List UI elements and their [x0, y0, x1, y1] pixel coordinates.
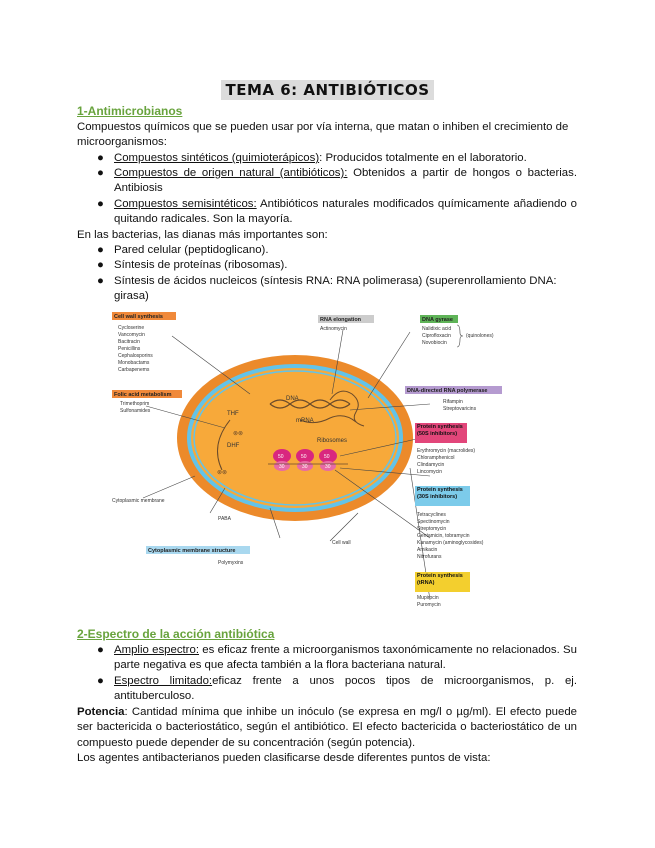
svg-text:Novobiocin: Novobiocin — [422, 340, 447, 346]
rna-elongation-drug: Actinomycin — [320, 326, 347, 332]
protein-trna-label: Protein synthesis (tRNA) — [417, 573, 463, 586]
folate-mark: ⊗⊗ — [217, 470, 228, 476]
section-1-heading: 1-Antimicrobianos — [77, 104, 183, 118]
dhf-label: DHF — [227, 443, 240, 449]
item-text: Antibióticos naturales modificados químicamente añadiendo o quitando radicales. Son la mayoría. — [114, 198, 577, 226]
rna-polymerase-label: DNA-directed RNA polymerase — [407, 388, 488, 394]
potency-term: Potencia — [77, 706, 125, 718]
item-text: Síntesis de ácidos nucleicos (síntesis RNA: RNA polimerasa) (superenrollamiento DNA: girasa) — [114, 275, 557, 303]
list-item — [97, 258, 577, 273]
item-term: Compuestos de origen natural (antibióticos): — [114, 167, 348, 179]
ribosomes-label: Ribosomes — [317, 438, 348, 444]
item-term: Espectro limitado: — [114, 675, 213, 687]
list-item — [97, 151, 577, 166]
protein-30s-drug-list — [417, 512, 484, 560]
svg-text:Nitrofurans: Nitrofurans — [417, 554, 442, 560]
rna-polymerase-drug-list — [443, 399, 477, 412]
r30-label: 30 — [302, 464, 308, 470]
protein-30s-label: Protein synthesis (30S inhibitors) — [417, 487, 463, 500]
svg-text:Sulfonamides: Sulfonamides — [120, 408, 151, 414]
list-item — [97, 243, 577, 258]
cytoplasm-shape — [189, 366, 401, 510]
protein-30s-label-wrap — [416, 486, 471, 506]
svg-text:Nalidixic acid: Nalidixic acid — [422, 326, 452, 332]
list-item — [97, 674, 577, 705]
svg-text:Chloramphenicol: Chloramphenicol — [417, 455, 455, 461]
svg-text:Spectinomycin: Spectinomycin — [417, 519, 450, 525]
bullet-icon: ● — [97, 198, 104, 210]
closing-text: Los agentes antibacterianos pueden clasificarse desde diferentes puntos de vista: — [77, 752, 491, 764]
svg-text:Ciprofloxacin: Ciprofloxacin — [422, 333, 451, 339]
rna-elongation-label: RNA elongation — [320, 317, 362, 323]
list-item — [97, 166, 577, 197]
r50-label: 50 — [324, 454, 330, 460]
svg-text:Trimethoprim: Trimethoprim — [120, 401, 150, 407]
list-item — [97, 197, 577, 228]
svg-text:Amikacin: Amikacin — [417, 547, 438, 553]
membrane-drug: Polymyxins — [218, 560, 244, 566]
section-1-intro: Compuestos químicos que se pueden usar por vía interna, que matan o inhiben el crecimiento de microorganismos: — [77, 121, 569, 149]
svg-text:Kanamycin (aminoglycosides): Kanamycin (aminoglycosides) — [417, 540, 484, 546]
svg-text:Lincomycin: Lincomycin — [417, 469, 443, 475]
cell-wall-drug-list — [118, 325, 153, 373]
protein-50s-label: Protein synthesis (50S inhibitors) — [417, 424, 463, 437]
membrane-structure-label: Cytoplasmic membrane structure — [148, 548, 236, 554]
dna-label: DNA — [286, 396, 299, 402]
dna-gyrase-label: DNA gyrase — [422, 317, 453, 323]
svg-text:Gentamicin, tobramycin: Gentamicin, tobramycin — [417, 533, 470, 539]
item-text: Obtenidos a partir de hongos o bacterias. Antibiosis — [114, 167, 577, 195]
r30-label: 30 — [279, 464, 285, 470]
item-text: Síntesis de proteínas (ribosomas). — [114, 259, 288, 271]
thf-label: THF — [227, 411, 239, 417]
svg-text:Mupirocin: Mupirocin — [417, 595, 439, 601]
svg-text:Vancomycin: Vancomycin — [118, 332, 145, 338]
item-text: es eficaz frente a microorganismos taxonómicamente no relacionados. Su parte negativa es que afecta también a la flora bacteriana natural. — [114, 644, 577, 672]
protein-50s-drug-list — [417, 448, 475, 475]
svg-text:Streptovaricins: Streptovaricins — [443, 406, 477, 412]
cell-wall-synthesis-label: Cell wall synthesis — [114, 314, 163, 320]
r50-label: 50 — [301, 454, 307, 460]
svg-text:Clindamycin: Clindamycin — [417, 462, 445, 468]
cell-wall-text: Cell wall — [332, 540, 351, 546]
svg-text:Carbapenems: Carbapenems — [118, 367, 150, 373]
protein-trna-drug-list — [417, 595, 441, 608]
quinolones-label: (quinolones) — [466, 333, 494, 339]
svg-text:Cycloserine: Cycloserine — [118, 325, 145, 331]
section-2-heading: 2-Espectro de la acción antibiótica — [77, 627, 275, 641]
cytoplasmic-membrane-label: Cytoplasmic membrane — [112, 498, 165, 504]
svg-text:Erythromycin (macrolides): Erythromycin (macrolides) — [417, 448, 476, 454]
svg-text:Puromycin: Puromycin — [417, 602, 441, 608]
protein-50s-label-wrap — [416, 423, 468, 443]
potency-text: : Cantidad mínima que inhibe un inóculo (se expresa en mg/l o µg/ml). El efecto puede ser bactericida o bacteriostático, según el antibiótico. El efecto bactericida o bacteriostático de un compuesto puede depender de su concentración (según potencia). — [77, 706, 577, 749]
item-term: Compuestos semisintéticos: — [114, 198, 257, 210]
protein-trna-label-wrap — [416, 572, 471, 592]
page-title: TEMA 6: ANTIBIÓTICOS — [221, 80, 433, 100]
r30-label: 30 — [325, 464, 331, 470]
item-term: Amplio espectro: — [114, 644, 199, 656]
svg-text:Rifampin: Rifampin — [443, 399, 463, 405]
item-text: Pared celular (peptidoglicano). — [114, 244, 269, 256]
item-term: Compuestos sintéticos (quimioterápicos) — [114, 152, 320, 164]
bullet-icon: ● — [97, 644, 104, 656]
title-row — [0, 80, 655, 100]
item-text: eficaz frente a unos pocos tipos de microorganismos, p. ej. antituberculoso. — [114, 675, 577, 703]
bullet-icon: ● — [97, 167, 104, 179]
list-item — [97, 274, 577, 305]
svg-text:Penicillins: Penicillins — [118, 346, 141, 352]
bullet-icon: ● — [97, 275, 104, 287]
svg-text:Cephalosporins: Cephalosporins — [118, 353, 153, 359]
antibiotic-targets-diagram — [110, 308, 510, 608]
mrna-label: mRNA — [296, 418, 314, 424]
bullet-icon: ● — [97, 244, 104, 256]
bullet-icon: ● — [97, 259, 104, 271]
folic-acid-label: Folic acid metabolism — [114, 392, 172, 398]
svg-text:Tetracyclines: Tetracyclines — [417, 512, 446, 518]
list-item — [97, 643, 577, 674]
svg-text:Monobactams: Monobactams — [118, 360, 150, 366]
svg-text:Streptomycin: Streptomycin — [417, 526, 447, 532]
item-text: : Producidos totalmente en el laboratorio. — [319, 152, 527, 164]
targets-intro: En las bacterias, las dianas más importantes son: — [77, 229, 328, 241]
paba-label: PABA — [218, 516, 231, 522]
potency-paragraph — [77, 705, 577, 751]
bullet-icon: ● — [97, 675, 104, 687]
folic-drug-list — [120, 401, 151, 414]
dna-gyrase-drug-list — [422, 326, 451, 346]
folate-mark: ⊗⊗ — [233, 431, 244, 437]
bullet-icon: ● — [97, 152, 104, 164]
r50-label: 50 — [278, 454, 284, 460]
brace-icon — [457, 325, 463, 347]
svg-text:Bacitracin: Bacitracin — [118, 339, 140, 345]
